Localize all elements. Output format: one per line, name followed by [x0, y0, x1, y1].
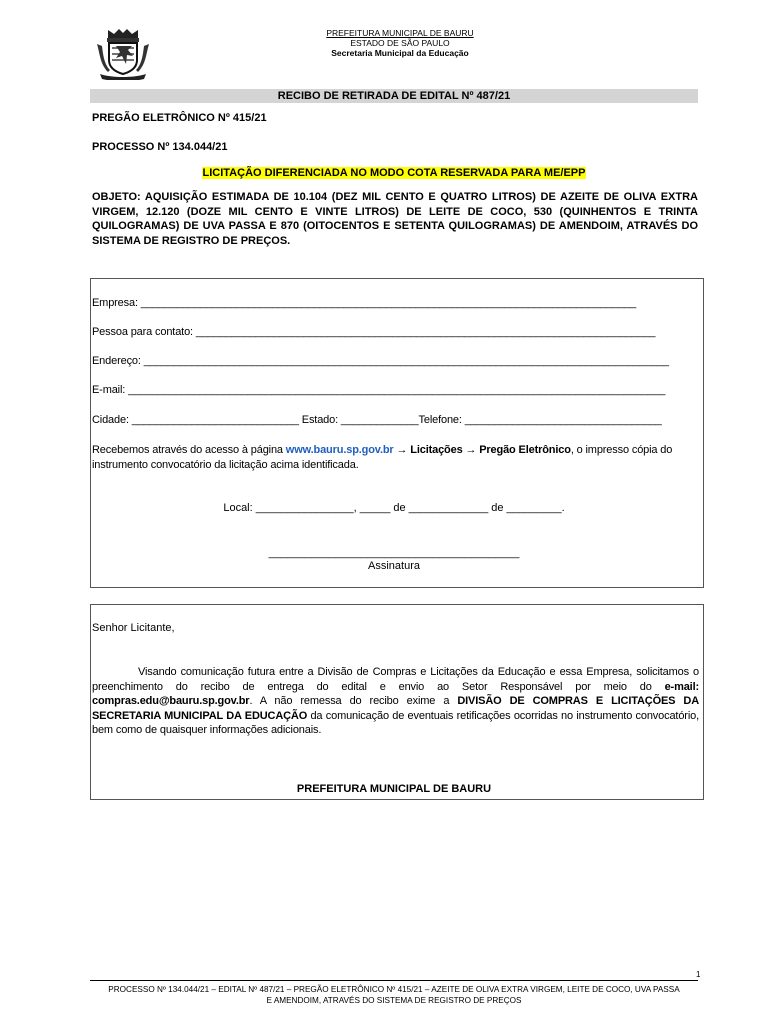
objeto-paragraph: OBJETO: AQUISIÇÃO ESTIMADA DE 10.104 (DEZ MIL CENTO E QUATRO LITROS) DE AZEITE DE OLIVA EXTRA VIRGEM, 12.120 (DOZE MIL CENTO E VINTE LITROS) DE LEITE DE COCO, 530 (QUINHENTOS E TRINTA QUILOGRAMAS) DE UVA PASSA E 870 (OITOCENTOS E SETENTA QUILOGRAMAS) DE AMENDOIM, ATRAVÉS DO SISTEMA DE REGISTRO DE PREÇOS.	[92, 191, 698, 247]
page-number: 1	[696, 970, 701, 979]
notice-paragraph	[92, 665, 699, 738]
contact-email: e-mail: compras.edu@bauru.sp.gov.br	[92, 680, 699, 708]
header-prefeitura: PREFEITURA MUNICIPAL DE BAURU	[326, 28, 474, 38]
notice-text-3: da comunicação de eventuais retificações ocorridas no instrumento convocatório, bem como de quaisquer informações adicionais.	[92, 709, 699, 737]
arrow-1: →	[393, 444, 411, 456]
processo-number: PROCESSO Nº 134.044/21	[92, 141, 228, 153]
document-title: RECIBO DE RETIRADA DE EDITAL Nº 487/21	[90, 89, 698, 103]
signature-label: Assinatura	[368, 560, 420, 572]
cidade-estado-telefone-field[interactable]: Cidade: ____________________________ Estado: _____________Telefone: _________________________________	[92, 414, 662, 426]
email-field[interactable]: E-mail: __________________________________________________________________________________________	[92, 384, 666, 396]
salutation: Senhor Licitante,	[92, 622, 175, 634]
highlight-text: LICITAÇÃO DIFERENCIADA NO MODO COTA RESERVADA PARA ME/EPP	[202, 167, 586, 179]
local-date-field[interactable]: Local: ________________, _____ de _____________ de _________.	[223, 502, 565, 514]
receb-text-post: , o impresso cópia do instrumento convocatório da licitação acima identificada.	[92, 444, 673, 471]
bauru-website-link[interactable]: www.bauru.sp.gov.br	[285, 444, 394, 456]
division-name: DIVISÃO DE COMPRAS E LICITAÇÕES DA SECRETARIA MUNICIPAL DA EDUCAÇÃO	[92, 695, 700, 722]
receb-licitacoes: Licitações	[410, 444, 463, 456]
coat-of-arms-icon	[94, 26, 152, 80]
highlight-notice	[90, 163, 698, 181]
notice-text-1: Visando comunicação futura entre a Divisão de Compras e Licitações da Educação e essa Empresa, solicitamos o preenchimento do recibo de entrega do edital e envio ao Setor Responsável por meio do	[92, 666, 699, 693]
header-estado: ESTADO DE SÃO PAULO	[350, 38, 450, 48]
contato-field[interactable]: Pessoa para contato: _____________________________________________________________________________	[92, 326, 656, 338]
arrow-2: →	[462, 444, 480, 456]
receb-text-pre: Recebemos através do acesso à página	[92, 444, 286, 456]
footer-line-2: E AMENDOIM, ATRAVÉS DO SISTEMA DE REGISTRO DE PREÇOS	[266, 996, 522, 1005]
notice-text-2: . A não remessa do recibo exime a	[249, 695, 458, 708]
footer-line-1: PROCESSO Nº 134.044/21 – EDITAL Nº 487/21 – PREGÃO ELETRÔNICO Nº 415/21 – AZEITE DE OLIVA EXTRA VIRGEM, LEITE DE COCO, UVA PASSA	[108, 985, 680, 994]
signature-line[interactable]: _________________________________________	[268, 547, 520, 559]
recebemos-paragraph	[92, 443, 699, 473]
empresa-field[interactable]: Empresa: ___________________________________________________________________________________	[92, 297, 637, 309]
footer-text	[90, 984, 698, 1006]
header-secretaria: Secretaria Municipal da Educação	[331, 48, 469, 58]
receipt-form-box	[90, 278, 704, 588]
footer-divider	[90, 980, 698, 981]
endereco-field[interactable]: Endereço: ________________________________________________________________________________________	[92, 355, 669, 367]
signatory: PREFEITURA MUNICIPAL DE BAURU	[296, 783, 492, 795]
pregao-number: PREGÃO ELETRÔNICO Nº 415/21	[92, 112, 267, 124]
receb-pregao: Pregão Eletrônico	[479, 444, 571, 456]
